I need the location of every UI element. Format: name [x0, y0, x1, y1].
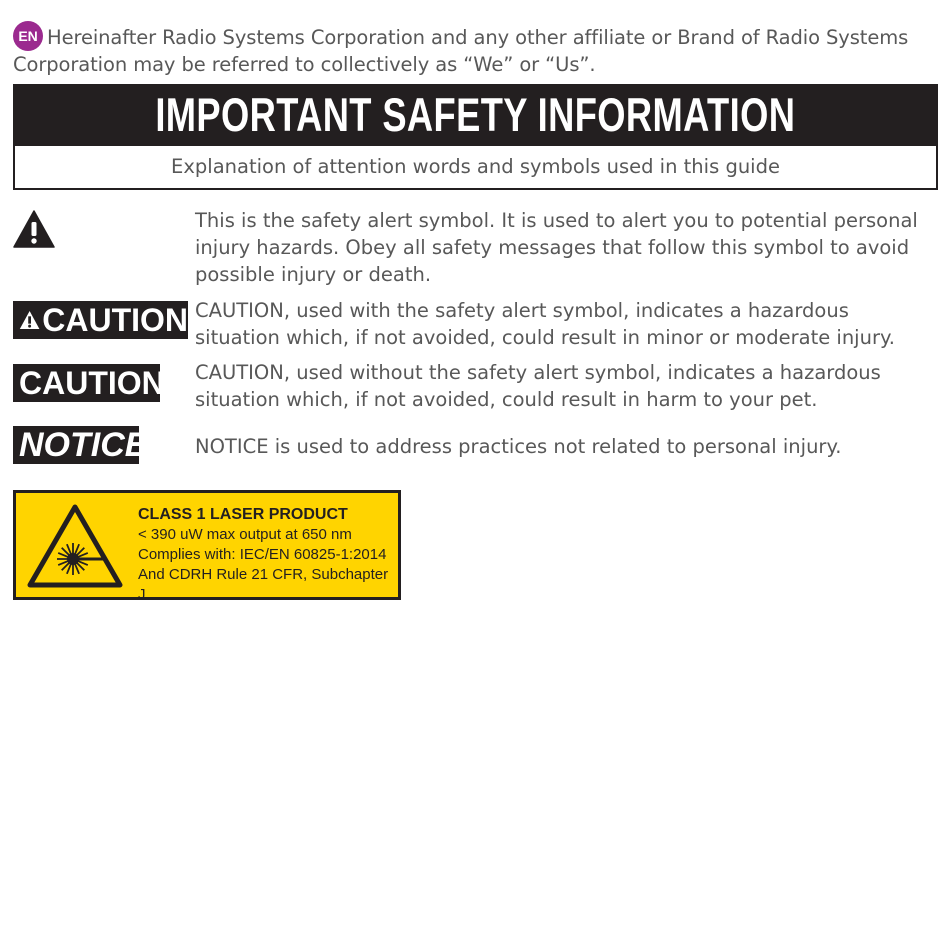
intro-paragraph	[13, 24, 938, 78]
entry-text: CAUTION, used with the safety alert symbol, indicates a hazardous situation which, if not avoided, could result in minor or moderate injury.	[195, 299, 895, 349]
laser-label-line: And CDRH Rule 21 CFR, Subchapter J	[138, 566, 389, 603]
laser-label-line: < 390 uW max output at 650 nm	[138, 526, 352, 543]
laser-label-text	[138, 505, 398, 605]
notice-label	[13, 425, 148, 464]
entry-notice	[13, 426, 938, 468]
caution-word: CAUTION	[19, 364, 165, 401]
notice-word: NOTICE	[19, 425, 148, 464]
laser-warning-icon	[26, 503, 124, 593]
safety-alert-icon	[13, 210, 55, 252]
laser-label-line: Complies with: IEC/EN 60825-1:2014	[138, 546, 387, 563]
laser-label-title: CLASS 1 LASER PRODUCT	[138, 506, 348, 523]
entry-safety-alert	[13, 207, 938, 287]
entry-text: CAUTION, used without the safety alert symbol, indicates a hazardous situation which, if not avoided, could result in harm to your pet.	[195, 361, 881, 411]
page-subtitle: Explanation of attention words and symbols used in this guide	[13, 146, 938, 190]
caution-label	[13, 364, 165, 402]
entry-text: This is the safety alert symbol. It is used to alert you to potential personal injury hazards. Obey all safety messages that follow this symbol to avoid possible injury or death.	[195, 209, 918, 286]
entry-text: NOTICE is used to address practices not related to personal injury.	[195, 435, 842, 458]
caution-word: CAUTION	[42, 301, 188, 338]
intro-text: Hereinafter Radio Systems Corporation and any other affiliate or Brand of Radio Systems Corporation may be referred to collectively as “We” or “Us”.	[13, 26, 909, 76]
laser-product-label	[13, 490, 401, 603]
page-title: IMPORTANT SAFETY INFORMATION	[13, 84, 938, 146]
entry-caution-with-alert	[13, 297, 938, 353]
safety-alert-icon	[19, 308, 40, 332]
entry-caution	[13, 359, 938, 415]
language-badge: EN	[13, 21, 43, 51]
caution-with-alert-label	[13, 301, 188, 339]
